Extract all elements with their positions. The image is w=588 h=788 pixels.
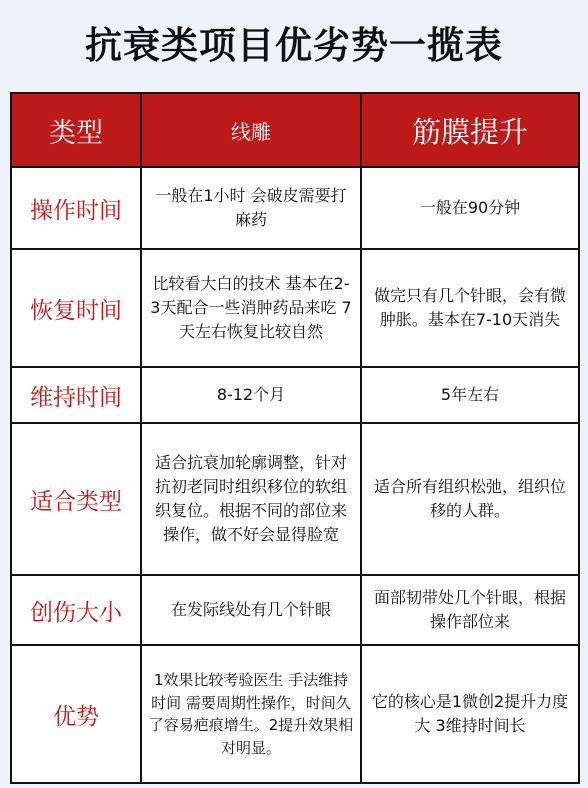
row-label-duration: 维持时间 — [11, 367, 141, 423]
comparison-table — [10, 92, 578, 782]
header-type: 类型 — [11, 93, 141, 167]
header-thread-lift: 线雕 — [141, 93, 361, 167]
row-label-suitable-type: 适合类型 — [11, 423, 141, 575]
cell-thread-trauma-size: 在发际线处有几个针眼 — [141, 575, 361, 645]
cell-thread-operation-time: 一般在1小时 会破皮需要打麻药 — [141, 167, 361, 249]
table-row — [11, 645, 579, 783]
cell-fascia-advantage: 它的核心是1微创2提升力度大 3维持时间长 — [361, 645, 579, 783]
cell-fascia-operation-time: 一般在90分钟 — [361, 167, 579, 249]
table-row — [11, 367, 579, 423]
table-row — [11, 575, 579, 645]
cell-fascia-trauma-size: 面部韧带处几个针眼，根据操作部位来 — [361, 575, 579, 645]
cell-fascia-duration: 5年左右 — [361, 367, 579, 423]
table-row — [11, 249, 579, 367]
cell-thread-suitable-type: 适合抗衰加轮廓调整，针对抗初老同时组织移位的软组织复位。根据不同的部位来操作，做不好会显得脸宽 — [141, 423, 361, 575]
table-row — [11, 423, 579, 575]
header-row — [11, 93, 579, 167]
cell-fascia-suitable-type: 适合所有组织松弛，组织位移的人群。 — [361, 423, 579, 575]
row-label-operation-time: 操作时间 — [11, 167, 141, 249]
page-title: 抗衰类项目优劣势一揽表 — [85, 24, 503, 67]
cell-thread-advantage: 1效果比较考验医生 手法维持时间 需要周期性操作，时间久了容易疤痕增生。2提升效果相对明显。 — [141, 645, 361, 783]
cell-fascia-recovery-time: 做完只有几个针眼，会有微肿胀。基本在7-10天消失 — [361, 249, 579, 367]
table-row — [11, 167, 579, 249]
row-label-advantage: 优势 — [11, 645, 141, 783]
row-label-trauma-size: 创伤大小 — [11, 575, 141, 645]
header-fascia-lift: 筋膜提升 — [361, 93, 579, 167]
row-label-recovery-time: 恢复时间 — [11, 249, 141, 367]
cell-thread-recovery-time: 比较看大白的技术 基本在2-3天配合一些消肿药品来吃 7天左右恢复比较自然 — [141, 249, 361, 367]
cell-thread-duration: 8-12个月 — [141, 367, 361, 423]
